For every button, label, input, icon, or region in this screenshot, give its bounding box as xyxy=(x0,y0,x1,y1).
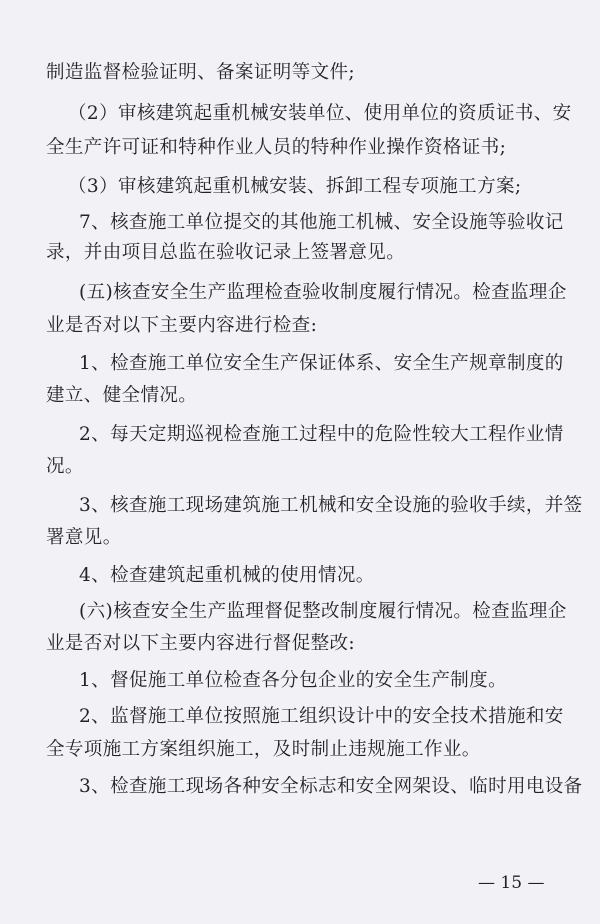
text-line-5: 7、核查施工单位提交的其他施工机械、安全设施等验收记 xyxy=(79,212,564,233)
text-line-15: 4、检查建筑起重机械的使用情况。 xyxy=(79,565,375,586)
text-line-12: 况。 xyxy=(46,456,84,477)
text-line-9: 1、检查施工单位安全生产保证体系、安全生产规章制度的 xyxy=(79,353,564,374)
text-line-21: 3、检查施工现场各种安全标志和安全网架设、临时用电设备 xyxy=(79,776,583,797)
text-line-19: 2、监督施工单位按照施工组织设计中的安全技术措施和安 xyxy=(79,706,564,727)
text-line-3: 全生产许可证和特种作业人员的特种作业操作资格证书; xyxy=(46,137,507,158)
text-line-7: (五)核查安全生产监理检查验收制度履行情况。检查监理企 xyxy=(79,282,567,303)
text-line-18: 1、督促施工单位检查各分包企业的安全生产制度。 xyxy=(79,670,507,691)
text-line-8: 业是否对以下主要内容进行检查: xyxy=(46,315,318,336)
text-line-10: 建立、健全情况。 xyxy=(46,385,198,406)
text-line-11: 2、每天定期巡视检查施工过程中的危险性较大工程作业情 xyxy=(79,424,564,445)
page-number: — 15 — xyxy=(478,873,545,893)
text-line-16: (六)核查安全生产监理督促整改制度履行情况。检查监理企 xyxy=(79,601,567,622)
text-line-20: 全专项施工方案组织施工，及时制止违规施工作业。 xyxy=(46,739,481,760)
text-line-13: 3、核查施工现场建筑施工机械和安全设施的验收手续，并签 xyxy=(79,495,583,516)
text-line-17: 业是否对以下主要内容进行督促整改: xyxy=(46,633,356,654)
text-line-2: （2）审核建筑起重机械安装单位、使用单位的资质证书、安 xyxy=(68,103,572,124)
text-line-6: 录，并由项目总监在验收记录上签署意见。 xyxy=(46,242,406,263)
text-line-14: 署意见。 xyxy=(46,527,122,548)
text-line-1: 制造监督检验证明、备案证明等文件; xyxy=(46,62,356,83)
text-line-4: （3）审核建筑起重机械安装、拆卸工程专项施工方案; xyxy=(68,176,522,197)
